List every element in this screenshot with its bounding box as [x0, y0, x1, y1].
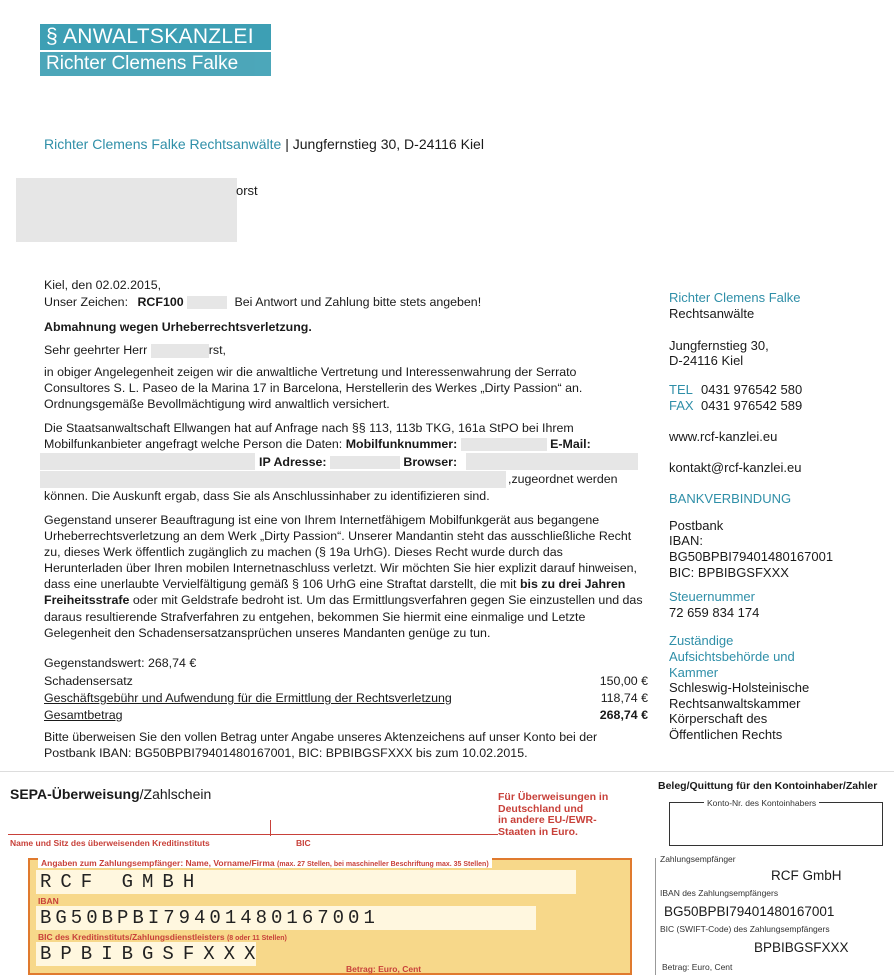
redacted-ip	[330, 456, 400, 469]
closing-paragraph: Bitte überweisen Sie den vollen Betrag unter Angabe unseres Aktenzeichens auf unser Konto bei der Postbank IBAN: BG50BPBI79401480167001, BIC: BPBIBGSFXXX bis zum 10.02.2015.	[44, 730, 598, 760]
payee-form-block	[28, 858, 632, 975]
reference-label: Unser Zeichen:	[44, 295, 129, 309]
receipt-payee-label: Zahlungsempfänger	[660, 854, 736, 864]
bank-field-underline	[8, 834, 498, 835]
sidebar-firm-type: Rechtsanwälte	[669, 306, 755, 321]
cost-row: Schadensersatz 150,00 €	[44, 674, 648, 688]
reference-value: RCF100	[137, 295, 184, 309]
receipt-payee: RCF GmbH	[771, 868, 842, 883]
sidebar-firm-name: Richter Clemens Falke	[669, 290, 801, 305]
cost-total-row: Gesamtbetrag 268,74 €	[44, 708, 648, 722]
sidebar-authority-heading-2: Aufsichtsbehörde und	[669, 649, 795, 664]
redacted-recipient-address	[16, 178, 237, 242]
amount-label: Betrag: Euro, Cent	[346, 964, 422, 974]
receipt-amount-label: Betrag: Euro, Cent	[662, 962, 733, 972]
paragraph-representation: in obiger Angelegenheit zeigen wir die anwaltliche Vertretung und Interessenwahrung der Serrato Consultores S. L. Paseo de la Marina 17 in Barcelona, Herstellerin des Werkes „Dirty Passion“ an. Ordnungsgemäße Bevollmächtigung wird anwaltlich versichert.	[44, 365, 583, 411]
paragraph-infringement: Gegenstand unserer Beauftragung ist eine von Ihrem Internetfähigem Mobilfunkgerät aus begangene Urheberrechtsverletzung an dem Werk „Dirty Passion“. Unserer Mandantin steht das ausschließliche Recht zu, dieses Werk öffentlich zugänglich zu machen (§ 19a UrhG). Dieses Recht wurde durch das Herunterladen über Ihren mobilen Internetnaschluss verletzt. Wir möchten Sie hier explizit darauf hinweisen, dass eine unerlaubte Vervielfältigung gemäß § 106 UrhG eine Straftat darstellt, die mit bis zu drei Jahren Freiheitsstrafe oder mit Geldstrafe bedroht ist. Um das Ermittlungsverfahren gegen Sie einzustellen und das daraus resultierende Strafverfahren zu entgehen, bekommen Sie hiermit eine einmalige und Letzte Gelegenheit den Schadensersatzansprüchen unseres Mandanten genüge zu tun.	[44, 513, 643, 640]
tel-label: TEL	[669, 382, 693, 397]
bic-bank-label: BIC	[296, 838, 311, 848]
sidebar-bic: BIC: BPBIBGSFXXX	[669, 565, 789, 580]
sidebar-tax-number: 72 659 834 174	[669, 605, 760, 620]
redacted-browser-continued	[40, 471, 506, 488]
sidebar-authority-1: Schleswig-Holsteinische	[669, 680, 810, 695]
iban-label: IBAN	[38, 896, 59, 906]
sidebar-iban-label: IBAN:	[669, 533, 703, 548]
sidebar-street: Jungfernstieg 30,	[669, 338, 769, 353]
redacted-email	[40, 453, 255, 470]
sepa-title: SEPA-Überweisung/Zahlschein	[10, 786, 212, 802]
sidebar-authority-2: Rechtsanwaltskammer	[669, 696, 801, 711]
logo-line-2: Richter Clemens Falke	[40, 52, 271, 76]
redacted-name	[151, 344, 209, 358]
sidebar-authority-4: Öffentlichen Rechts	[669, 727, 783, 742]
receipt-bic-label: BIC (SWIFT-Code) des Zahlungsempfängers	[660, 924, 830, 934]
paragraph-prosecutor-last: können. Die Auskunft ergab, dass Sie als Anschlussinhaber zu identifizieren sind.	[44, 489, 490, 503]
reference-note: Bei Antwort und Zahlung bitte stets angeben!	[234, 295, 482, 309]
sidebar-authority-3: Körperschaft des	[669, 711, 768, 726]
salutation-start: Sehr geehrter Herr	[44, 343, 148, 357]
sender-line	[44, 136, 484, 152]
receipt-iban: BG50BPBI79401480167001	[664, 904, 835, 919]
receipt-title: Beleg/Quittung für den Kontoinhaber/Zahler	[658, 780, 878, 792]
penalty-highlight: bis zu drei Jahren Freiheitsstrafe	[44, 577, 626, 608]
cost-table	[44, 674, 648, 725]
redacted-mobile-number	[461, 438, 547, 451]
account-number-label: Konto-Nr. des Kontoinhabers	[704, 798, 819, 808]
sepa-eu-note: Für Überweisungen in Deutschland und in andere EU-/EWR- Staaten in Euro.	[498, 791, 609, 838]
sidebar-website: www.rcf-kanzlei.eu	[669, 429, 778, 444]
sidebar-city: D-24116 Kiel	[669, 353, 744, 368]
logo-line-1: § ANWALTSKANZLEI	[40, 24, 271, 50]
receipt-iban-label: IBAN des Zahlungsempfängers	[660, 888, 779, 898]
sender-address: Jungfernstieg 30, D-24116 Kiel	[292, 136, 484, 152]
recipient-name-fragment: orst	[236, 183, 258, 198]
letter-date: Kiel, den 02.02.2015,	[44, 278, 162, 292]
redacted-browser	[466, 453, 638, 470]
payee-field[interactable]: RCF GMBH	[36, 870, 576, 894]
bic-field[interactable]: BPBIBGSFXXX	[36, 942, 256, 966]
account-number-box[interactable]	[669, 802, 883, 846]
salutation	[44, 342, 644, 358]
sidebar-bank-heading: BANKVERBINDUNG	[669, 491, 792, 506]
redacted-reference-suffix	[187, 296, 227, 309]
receipt-border	[655, 858, 656, 975]
sidebar-email: kontakt@rcf-kanzlei.eu	[669, 460, 802, 475]
sidebar-authority-heading-1: Zuständige	[669, 633, 734, 648]
sidebar-tel: TEL 0431 976542 580	[669, 382, 803, 397]
assigned-text: ,zugeordnet werden	[508, 472, 618, 486]
letter-subject: Abmahnung wegen Urheberrechtsverletzung.	[44, 320, 312, 334]
sidebar-authority-heading-3: Kammer	[669, 665, 719, 680]
cost-row: Geschäftsgebühr und Aufwendung für die Ermittlung der Rechtsverletzung 118,74 €	[44, 691, 648, 705]
bic-field-label: BIC des Kreditinstituts/Zahlungsdienstleisters (8 oder 11 Stellen)	[38, 932, 287, 942]
iban-field[interactable]: BG50BPBI79401480167001	[36, 906, 536, 930]
reference-line	[44, 294, 644, 310]
sender-firm: Richter Clemens Falke Rechtsanwälte	[44, 136, 282, 152]
sidebar-tax-heading: Steuernummer	[669, 589, 755, 604]
payee-label: Angaben zum Zahlungsempfänger: Name, Vorname/Firma (max. 27 Stellen, bei maschineller Beschriftung max. 35 Stellen)	[38, 858, 492, 868]
salutation-end: rst,	[208, 343, 226, 357]
fax-label: FAX	[669, 398, 694, 413]
slip-divider	[0, 771, 894, 772]
paragraph-prosecutor-line-2: Mobilfunkanbieter angefragt welche Person die Daten: Mobilfunknummer: E-Mail:	[44, 437, 591, 451]
receipt-bic: BPBIBGSFXXX	[754, 940, 849, 955]
paragraph-prosecutor-line-3: IP Adresse: Browser:	[259, 455, 458, 469]
sidebar-bank-name: Postbank	[669, 518, 724, 533]
paragraph-prosecutor-line-1: Die Staatsanwaltschaft Ellwangen hat auf Anfrage nach §§ 113, 113b TKG, 161a StPO bei Ihrem	[44, 421, 574, 435]
firm-logo	[40, 24, 271, 76]
sender-separator: |	[281, 136, 293, 152]
sidebar-iban: BG50BPBI79401480167001	[669, 549, 834, 564]
sidebar-fax: FAX 0431 976542 589	[669, 398, 803, 413]
value-line: Gegenstandswert: 268,74 €	[44, 656, 197, 670]
bank-name-label: Name und Sitz des überweisenden Kreditinstituts	[10, 838, 210, 848]
